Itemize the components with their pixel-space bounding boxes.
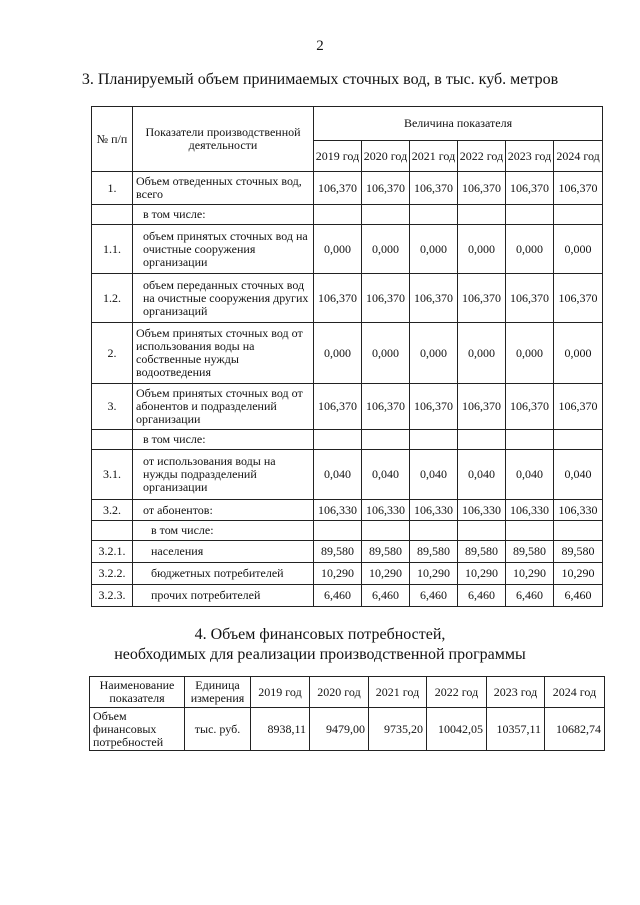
wastewater-volume-table: [91, 106, 603, 607]
fin-header-name: Наименование показателя: [90, 677, 185, 708]
row-num: [92, 430, 133, 450]
section4-title-line2: необходимых для реализации производственной программы: [114, 646, 526, 663]
row-value: 0,040: [314, 450, 362, 500]
table-row: [92, 500, 603, 521]
fin-data-row: [90, 708, 605, 751]
section4-title-line1: 4. Объем финансовых потребностей,: [194, 626, 446, 643]
row-value: 0,000: [554, 225, 603, 274]
header-year: 2021 год: [410, 141, 458, 172]
row-value: 0,000: [506, 225, 554, 274]
row-label: Объем принятых сточных вод от абонентов и подразделений организации: [133, 384, 314, 430]
header-value: Величина показателя: [314, 107, 603, 141]
row-value: [554, 205, 603, 225]
row-value: 0,000: [362, 323, 410, 384]
table-row: [92, 225, 603, 274]
row-label: в том числе:: [133, 521, 314, 541]
row-value: 106,330: [458, 500, 506, 521]
row-num: 1.1.: [92, 225, 133, 274]
fin-row-name: Объем финансовых потребностей: [90, 708, 185, 751]
row-value: 106,370: [362, 384, 410, 430]
row-num: 2.: [92, 323, 133, 384]
row-value: [458, 430, 506, 450]
row-value: 106,370: [458, 172, 506, 205]
row-value: 106,370: [554, 384, 603, 430]
row-num: 3.1.: [92, 450, 133, 500]
row-value: 106,370: [410, 384, 458, 430]
row-value: [506, 205, 554, 225]
row-value: 106,370: [554, 274, 603, 323]
row-value: 6,460: [362, 585, 410, 607]
row-value: 106,370: [506, 172, 554, 205]
row-label: объем принятых сточных вод на очистные сооружения организации: [133, 225, 314, 274]
row-value: [410, 430, 458, 450]
row-value: 0,000: [410, 323, 458, 384]
fin-row-unit: тыс. руб.: [185, 708, 251, 751]
fin-row-value: 9479,00: [310, 708, 369, 751]
row-value: 0,000: [458, 225, 506, 274]
row-value: 89,580: [314, 541, 362, 563]
fin-header-unit: Единица измерения: [185, 677, 251, 708]
row-value: [410, 521, 458, 541]
header-indicator: Показатели производственной деятельности: [133, 107, 314, 172]
table-row: [92, 521, 603, 541]
row-value: 0,040: [506, 450, 554, 500]
table-row: [92, 384, 603, 430]
row-value: [362, 521, 410, 541]
row-value: [554, 430, 603, 450]
row-value: 10,290: [458, 563, 506, 585]
table-row: [92, 563, 603, 585]
fin-row-value: 10682,74: [545, 708, 605, 751]
row-num: 3.2.2.: [92, 563, 133, 585]
row-num: 3.2.1.: [92, 541, 133, 563]
row-value: [506, 430, 554, 450]
row-value: 6,460: [554, 585, 603, 607]
row-value: 10,290: [410, 563, 458, 585]
table-row: [92, 172, 603, 205]
row-num: 3.2.3.: [92, 585, 133, 607]
fin-header-year: 2020 год: [310, 677, 369, 708]
fin-header-year: 2021 год: [369, 677, 427, 708]
row-value: 89,580: [410, 541, 458, 563]
row-value: 106,370: [314, 384, 362, 430]
fin-header-row: [90, 677, 605, 708]
row-value: [314, 205, 362, 225]
row-value: 106,370: [458, 274, 506, 323]
header-year: 2019 год: [314, 141, 362, 172]
row-value: 0,000: [458, 323, 506, 384]
row-value: 89,580: [554, 541, 603, 563]
row-value: 10,290: [362, 563, 410, 585]
fin-header-year: 2022 год: [427, 677, 487, 708]
row-value: 6,460: [314, 585, 362, 607]
row-value: 106,330: [410, 500, 458, 521]
row-value: 0,000: [410, 225, 458, 274]
row-value: 0,000: [506, 323, 554, 384]
row-label: в том числе:: [133, 205, 314, 225]
row-value: 106,370: [314, 172, 362, 205]
row-label: в том числе:: [133, 430, 314, 450]
fin-row-value: 10357,11: [487, 708, 545, 751]
row-value: 106,370: [458, 384, 506, 430]
row-value: 10,290: [506, 563, 554, 585]
row-value: 6,460: [410, 585, 458, 607]
row-value: 0,040: [458, 450, 506, 500]
page-number: 2: [316, 38, 324, 54]
row-value: 106,370: [314, 274, 362, 323]
row-num: [92, 205, 133, 225]
row-label: от использования воды на нужды подразделений организации: [133, 450, 314, 500]
row-value: 89,580: [506, 541, 554, 563]
row-value: 106,370: [554, 172, 603, 205]
table-row: [92, 205, 603, 225]
row-value: [506, 521, 554, 541]
row-num: 3.: [92, 384, 133, 430]
row-value: 106,370: [506, 274, 554, 323]
row-value: 0,000: [314, 323, 362, 384]
row-value: [458, 205, 506, 225]
row-num: 1.2.: [92, 274, 133, 323]
row-value: 89,580: [458, 541, 506, 563]
row-value: 106,370: [362, 274, 410, 323]
row-label: объем переданных сточных вод на очистные сооружения других организаций: [133, 274, 314, 323]
section4-title: [0, 625, 640, 665]
row-value: [554, 521, 603, 541]
row-value: 106,330: [506, 500, 554, 521]
row-value: 106,370: [410, 274, 458, 323]
section3-title: 3. Планируемый объем принимаемых сточных вод, в тыс. куб. метров: [81, 71, 559, 88]
row-num: [92, 521, 133, 541]
header-year: 2020 год: [362, 141, 410, 172]
header-num: № п/п: [92, 107, 133, 172]
row-value: [362, 205, 410, 225]
row-value: 0,000: [362, 225, 410, 274]
row-value: 106,370: [410, 172, 458, 205]
row-value: 0,040: [410, 450, 458, 500]
row-value: 0,040: [554, 450, 603, 500]
row-value: 10,290: [554, 563, 603, 585]
table-row: [92, 430, 603, 450]
table-row: [92, 450, 603, 500]
row-num: 1.: [92, 172, 133, 205]
financial-needs-table: [89, 676, 605, 751]
row-value: [362, 430, 410, 450]
fin-row-value: 10042,05: [427, 708, 487, 751]
row-value: 106,330: [362, 500, 410, 521]
row-value: [314, 430, 362, 450]
table-row: [92, 323, 603, 384]
row-value: 89,580: [362, 541, 410, 563]
table-row: [92, 541, 603, 563]
row-label: от абонентов:: [133, 500, 314, 521]
row-label: Объем отведенных сточных вод, всего: [133, 172, 314, 205]
row-value: [410, 205, 458, 225]
row-value: 10,290: [314, 563, 362, 585]
row-value: 0,000: [554, 323, 603, 384]
header-year: 2024 год: [554, 141, 603, 172]
header-year: 2023 год: [506, 141, 554, 172]
row-label: бюджетных потребителей: [133, 563, 314, 585]
table-row: [92, 585, 603, 607]
fin-row-value: 9735,20: [369, 708, 427, 751]
row-value: 6,460: [458, 585, 506, 607]
fin-header-year: 2023 год: [487, 677, 545, 708]
row-value: [458, 521, 506, 541]
row-value: 106,330: [554, 500, 603, 521]
row-value: 6,460: [506, 585, 554, 607]
fin-row-value: 8938,11: [251, 708, 310, 751]
row-label: населения: [133, 541, 314, 563]
table-row: [92, 274, 603, 323]
fin-header-year: 2024 год: [545, 677, 605, 708]
row-label: прочих потребителей: [133, 585, 314, 607]
row-value: 106,370: [506, 384, 554, 430]
header-year: 2022 год: [458, 141, 506, 172]
row-value: 0,040: [362, 450, 410, 500]
row-value: 106,330: [314, 500, 362, 521]
row-value: 0,000: [314, 225, 362, 274]
fin-header-year: 2019 год: [251, 677, 310, 708]
row-num: 3.2.: [92, 500, 133, 521]
row-value: [314, 521, 362, 541]
row-value: 106,370: [362, 172, 410, 205]
row-label: Объем принятых сточных вод от использования воды на собственные нужды водоотведения: [133, 323, 314, 384]
